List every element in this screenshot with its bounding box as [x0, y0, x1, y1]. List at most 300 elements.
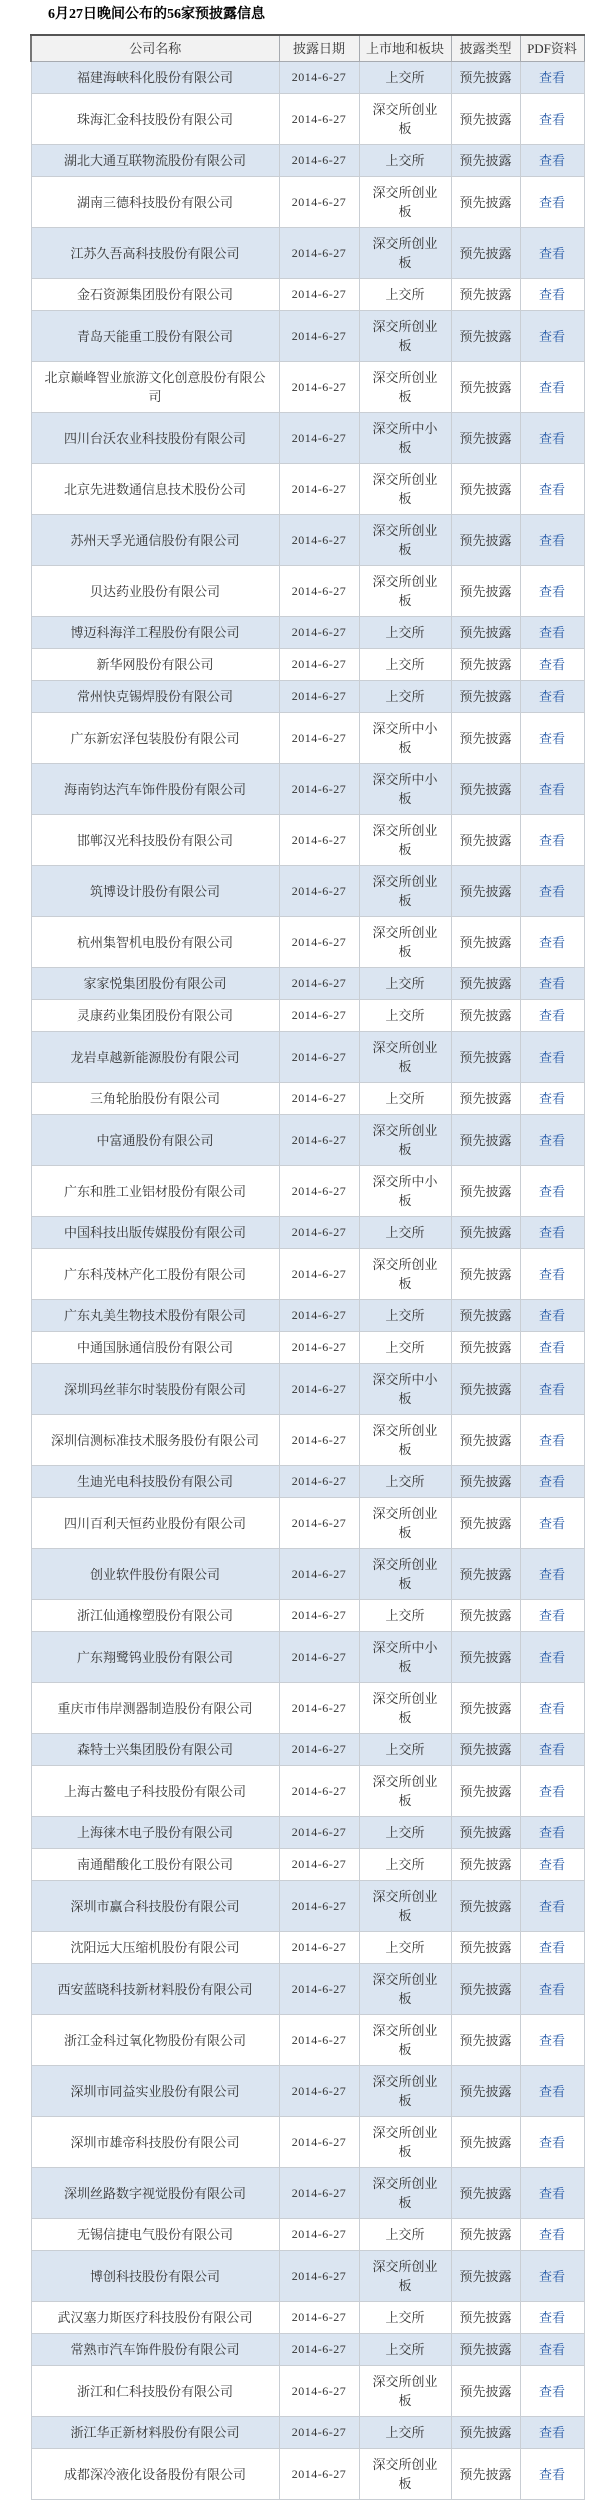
disclosure-type-cell: 预先披露: [451, 1032, 520, 1083]
disclosure-date-cell: 2014-6-27: [279, 2251, 359, 2302]
view-pdf-link[interactable]: 查看: [538, 379, 565, 395]
view-pdf-link[interactable]: 查看: [538, 832, 565, 848]
disclosure-date-cell: 2014-6-27: [279, 1466, 359, 1498]
view-pdf-link[interactable]: 查看: [538, 2383, 565, 2399]
disclosure-date-cell: 2014-6-27: [279, 62, 359, 94]
disclosure-date-cell: 2014-6-27: [279, 649, 359, 681]
view-pdf-link[interactable]: 查看: [538, 2425, 565, 2440]
pdf-cell: [520, 917, 584, 968]
view-pdf-link[interactable]: 查看: [538, 1649, 565, 1665]
company-name-cell: 龙岩卓越新能源股份有限公司: [31, 1032, 279, 1083]
view-pdf-link[interactable]: 查看: [538, 2134, 565, 2150]
disclosure-type-cell: 预先披露: [451, 866, 520, 917]
view-pdf-link[interactable]: 查看: [538, 1515, 565, 1531]
pdf-cell: [520, 1000, 584, 1032]
view-pdf-link[interactable]: 查看: [538, 287, 565, 302]
view-pdf-link[interactable]: 查看: [538, 1381, 565, 1397]
table-row: [31, 2117, 584, 2168]
view-pdf-link[interactable]: 查看: [538, 2032, 565, 2048]
view-pdf-link[interactable]: 查看: [538, 1132, 565, 1148]
view-pdf-link[interactable]: 查看: [538, 2310, 565, 2325]
disclosure-type-cell: 预先披露: [451, 1300, 520, 1332]
table-row: [31, 279, 584, 311]
disclosure-type-cell: 预先披露: [451, 815, 520, 866]
view-pdf-link[interactable]: 查看: [538, 194, 565, 210]
pdf-cell: [520, 1032, 584, 1083]
pdf-cell: [520, 1817, 584, 1849]
pdf-cell: [520, 1881, 584, 1932]
disclosure-type-cell: 预先披露: [451, 311, 520, 362]
disclosure-type-cell: 预先披露: [451, 2117, 520, 2168]
disclosure-date-cell: 2014-6-27: [279, 2366, 359, 2417]
company-name-cell: 中国科技出版传媒股份有限公司: [31, 1217, 279, 1249]
listing-board-cell: 深交所创业板: [359, 1881, 451, 1932]
view-pdf-link[interactable]: 查看: [538, 1308, 565, 1323]
company-name-cell: 邯郸汉光科技股份有限公司: [31, 815, 279, 866]
table-row: [31, 617, 584, 649]
view-pdf-link[interactable]: 查看: [538, 1608, 565, 1623]
company-name-cell: 深圳市同益实业股份有限公司: [31, 2066, 279, 2117]
company-name-cell: 苏州天孚光通信股份有限公司: [31, 515, 279, 566]
pdf-cell: [520, 866, 584, 917]
disclosure-type-cell: 预先披露: [451, 713, 520, 764]
disclosure-date-cell: 2014-6-27: [279, 1249, 359, 1300]
disclosure-type-cell: 预先披露: [451, 1332, 520, 1364]
disclosure-date-cell: 2014-6-27: [279, 94, 359, 145]
pdf-cell: [520, 1849, 584, 1881]
disclosure-date-cell: 2014-6-27: [279, 228, 359, 279]
listing-board-cell: 深交所创业板: [359, 1249, 451, 1300]
disclosure-date-cell: 2014-6-27: [279, 1766, 359, 1817]
table-row: [31, 1083, 584, 1115]
disclosure-type-cell: 预先披露: [451, 2251, 520, 2302]
company-name-cell: 广东翔鹭钨业股份有限公司: [31, 1632, 279, 1683]
disclosure-type-cell: 预先披露: [451, 1498, 520, 1549]
listing-board-cell: 深交所创业板: [359, 2015, 451, 2066]
pdf-cell: [520, 1217, 584, 1249]
listing-board-cell: 深交所创业板: [359, 1032, 451, 1083]
listing-board-cell: 深交所创业板: [359, 1683, 451, 1734]
listing-board-cell: 深交所创业板: [359, 515, 451, 566]
table-row: [31, 764, 584, 815]
pdf-cell: [520, 1766, 584, 1817]
pdf-cell: [520, 815, 584, 866]
view-pdf-link[interactable]: 查看: [538, 1940, 565, 1955]
view-pdf-link[interactable]: 查看: [538, 1266, 565, 1282]
company-name-cell: 浙江华正新材料股份有限公司: [31, 2417, 279, 2449]
table-row: [31, 1881, 584, 1932]
table-row: [31, 649, 584, 681]
view-pdf-link[interactable]: 查看: [538, 1183, 565, 1199]
disclosure-type-cell: 预先披露: [451, 2168, 520, 2219]
listing-board-cell: 上交所: [359, 1849, 451, 1881]
disclosure-type-cell: 预先披露: [451, 279, 520, 311]
view-pdf-link[interactable]: 查看: [538, 1225, 565, 1240]
company-name-cell: 南通醋酸化工股份有限公司: [31, 1849, 279, 1881]
view-pdf-link[interactable]: 查看: [538, 1340, 565, 1355]
table-row: [31, 1332, 584, 1364]
disclosure-date-cell: 2014-6-27: [279, 1932, 359, 1964]
view-pdf-link[interactable]: 查看: [538, 657, 565, 672]
disclosure-date-cell: 2014-6-27: [279, 1415, 359, 1466]
view-pdf-link[interactable]: 查看: [538, 1008, 565, 1023]
disclosure-date-cell: 2014-6-27: [279, 362, 359, 413]
table-row: [31, 1364, 584, 1415]
pdf-cell: [520, 62, 584, 94]
disclosure-type-cell: 预先披露: [451, 1766, 520, 1817]
pdf-cell: [520, 1166, 584, 1217]
table-row: [31, 1115, 584, 1166]
listing-board-cell: 上交所: [359, 2219, 451, 2251]
view-pdf-link[interactable]: 查看: [538, 1474, 565, 1489]
listing-board-cell: 深交所创业板: [359, 2066, 451, 2117]
disclosure-type-cell: 预先披露: [451, 968, 520, 1000]
company-name-cell: 重庆市伟岸测器制造股份有限公司: [31, 1683, 279, 1734]
disclosure-date-cell: 2014-6-27: [279, 1217, 359, 1249]
view-pdf-link[interactable]: 查看: [538, 111, 565, 127]
table-row: [31, 2417, 584, 2449]
table-row: [31, 2168, 584, 2219]
view-pdf-link[interactable]: 查看: [538, 976, 565, 991]
listing-board-cell: 深交所创业板: [359, 917, 451, 968]
disclosure-date-cell: 2014-6-27: [279, 713, 359, 764]
disclosure-type-cell: 预先披露: [451, 362, 520, 413]
disclosure-type-cell: 预先披露: [451, 1466, 520, 1498]
table-row: [31, 1415, 584, 1466]
table-row: [31, 2015, 584, 2066]
table-row: [31, 1300, 584, 1332]
company-name-cell: 湖南三德科技股份有限公司: [31, 177, 279, 228]
company-name-cell: 深圳市赢合科技股份有限公司: [31, 1881, 279, 1932]
column-header-pdf: PDF资料: [520, 35, 584, 62]
company-name-cell: 海南钧达汽车饰件股份有限公司: [31, 764, 279, 815]
disclosure-type-cell: 预先披露: [451, 1932, 520, 1964]
pdf-cell: [520, 177, 584, 228]
table-row: [31, 968, 584, 1000]
view-pdf-link[interactable]: 查看: [538, 781, 565, 797]
company-name-cell: 江苏久吾高科技股份有限公司: [31, 228, 279, 279]
view-pdf-link[interactable]: 查看: [538, 730, 565, 746]
listing-board-cell: 上交所: [359, 2417, 451, 2449]
table-row: [31, 2334, 584, 2366]
pdf-cell: [520, 362, 584, 413]
company-name-cell: 四川百利天恒药业股份有限公司: [31, 1498, 279, 1549]
disclosure-date-cell: 2014-6-27: [279, 279, 359, 311]
company-name-cell: 北京先进数通信息技术股份公司: [31, 464, 279, 515]
disclosure-type-cell: 预先披露: [451, 2302, 520, 2334]
disclosure-date-cell: 2014-6-27: [279, 2302, 359, 2334]
disclosure-date-cell: 2014-6-27: [279, 1881, 359, 1932]
listing-board-cell: 上交所: [359, 1083, 451, 1115]
pdf-cell: [520, 1115, 584, 1166]
pdf-cell: [520, 464, 584, 515]
view-pdf-link[interactable]: 查看: [538, 1898, 565, 1914]
company-name-cell: 四川台沃农业科技股份有限公司: [31, 413, 279, 464]
view-pdf-link[interactable]: 查看: [538, 2466, 565, 2482]
view-pdf-link[interactable]: 查看: [538, 430, 565, 446]
pdf-cell: [520, 1300, 584, 1332]
disclosure-date-cell: 2014-6-27: [279, 311, 359, 362]
pdf-cell: [520, 1600, 584, 1632]
disclosure-type-cell: 预先披露: [451, 464, 520, 515]
view-pdf-link[interactable]: 查看: [538, 2268, 565, 2284]
disclosure-type-cell: 预先披露: [451, 1683, 520, 1734]
company-name-cell: 深圳玛丝菲尔时装股份有限公司: [31, 1364, 279, 1415]
disclosure-type-cell: 预先披露: [451, 681, 520, 713]
view-pdf-link[interactable]: 查看: [538, 245, 565, 261]
disclosure-date-cell: 2014-6-27: [279, 2015, 359, 2066]
listing-board-cell: 深交所创业板: [359, 1115, 451, 1166]
disclosure-type-cell: 预先披露: [451, 2334, 520, 2366]
table-row: [31, 2251, 584, 2302]
company-name-cell: 常熟市汽车饰件股份有限公司: [31, 2334, 279, 2366]
table-row: [31, 1964, 584, 2015]
header-row: [31, 35, 584, 62]
table-row: [31, 1498, 584, 1549]
company-name-cell: 中通国脉通信股份有限公司: [31, 1332, 279, 1364]
listing-board-cell: 深交所中小板: [359, 713, 451, 764]
pdf-cell: [520, 413, 584, 464]
column-header-company: 公司名称: [31, 35, 279, 62]
listing-board-cell: 上交所: [359, 1734, 451, 1766]
pdf-cell: [520, 94, 584, 145]
listing-board-cell: 深交所创业板: [359, 2366, 451, 2417]
disclosure-type-cell: 预先披露: [451, 1881, 520, 1932]
company-name-cell: 深圳市雄帝科技股份有限公司: [31, 2117, 279, 2168]
table-row: [31, 917, 584, 968]
disclosure-date-cell: 2014-6-27: [279, 617, 359, 649]
company-name-cell: 湖北大通互联物流股份有限公司: [31, 145, 279, 177]
table-row: [31, 1817, 584, 1849]
company-name-cell: 筑博设计股份有限公司: [31, 866, 279, 917]
company-name-cell: 广东和胜工业铝材股份有限公司: [31, 1166, 279, 1217]
disclosure-date-cell: 2014-6-27: [279, 1083, 359, 1115]
table-row: [31, 228, 584, 279]
table-body: [31, 62, 584, 2500]
view-pdf-link[interactable]: 查看: [538, 328, 565, 344]
disclosure-date-cell: 2014-6-27: [279, 145, 359, 177]
company-name-cell: 广东新宏泽包装股份有限公司: [31, 713, 279, 764]
view-pdf-link[interactable]: 查看: [538, 2083, 565, 2099]
table-row: [31, 1549, 584, 1600]
column-header-board: 上市地和板块: [359, 35, 451, 62]
column-header-type: 披露类型: [451, 35, 520, 62]
table-row: [31, 362, 584, 413]
pdf-cell: [520, 1964, 584, 2015]
pdf-cell: [520, 2449, 584, 2500]
company-name-cell: 武汉塞力斯医疗科技股份有限公司: [31, 2302, 279, 2334]
table-row: [31, 1683, 584, 1734]
listing-board-cell: 深交所中小板: [359, 764, 451, 815]
pdf-cell: [520, 228, 584, 279]
view-pdf-link[interactable]: 查看: [538, 883, 565, 899]
pdf-cell: [520, 1632, 584, 1683]
pdf-cell: [520, 2219, 584, 2251]
company-name-cell: 家家悦集团股份有限公司: [31, 968, 279, 1000]
view-pdf-link[interactable]: 查看: [538, 2227, 565, 2242]
view-pdf-link[interactable]: 查看: [538, 1566, 565, 1582]
company-name-cell: 森特士兴集团股份有限公司: [31, 1734, 279, 1766]
table-row: [31, 815, 584, 866]
disclosure-type-cell: 预先披露: [451, 145, 520, 177]
view-pdf-link[interactable]: 查看: [538, 934, 565, 950]
listing-board-cell: 深交所创业板: [359, 566, 451, 617]
disclosure-type-cell: 预先披露: [451, 2366, 520, 2417]
listing-board-cell: 深交所中小板: [359, 1632, 451, 1683]
listing-board-cell: 上交所: [359, 649, 451, 681]
table-row: [31, 1249, 584, 1300]
listing-board-cell: 深交所中小板: [359, 413, 451, 464]
company-name-cell: 生迪光电科技股份有限公司: [31, 1466, 279, 1498]
table-row: [31, 1849, 584, 1881]
table-row: [31, 311, 584, 362]
table-row: [31, 145, 584, 177]
view-pdf-link[interactable]: 查看: [538, 1783, 565, 1799]
disclosure-type-cell: 预先披露: [451, 2066, 520, 2117]
disclosure-date-cell: 2014-6-27: [279, 1849, 359, 1881]
disclosure-type-cell: 预先披露: [451, 2219, 520, 2251]
pdf-cell: [520, 1332, 584, 1364]
listing-board-cell: 深交所创业板: [359, 866, 451, 917]
company-name-cell: 博迈科海洋工程股份有限公司: [31, 617, 279, 649]
pdf-cell: [520, 649, 584, 681]
disclosure-date-cell: 2014-6-27: [279, 1332, 359, 1364]
table-row: [31, 866, 584, 917]
listing-board-cell: 上交所: [359, 1600, 451, 1632]
listing-board-cell: 深交所中小板: [359, 1364, 451, 1415]
view-pdf-link[interactable]: 查看: [538, 532, 565, 548]
table-row: [31, 2066, 584, 2117]
pdf-cell: [520, 2168, 584, 2219]
table-row: [31, 566, 584, 617]
listing-board-cell: 深交所创业板: [359, 1964, 451, 2015]
company-name-cell: 青岛天能重工股份有限公司: [31, 311, 279, 362]
disclosure-date-cell: 2014-6-27: [279, 1000, 359, 1032]
disclosure-date-cell: 2014-6-27: [279, 2334, 359, 2366]
disclosure-date-cell: 2014-6-27: [279, 1600, 359, 1632]
table-row: [31, 94, 584, 145]
view-pdf-link[interactable]: 查看: [538, 2185, 565, 2201]
pdf-cell: [520, 713, 584, 764]
column-header-date: 披露日期: [279, 35, 359, 62]
company-name-cell: 深圳信测标准技术服务股份有限公司: [31, 1415, 279, 1466]
pdf-cell: [520, 1734, 584, 1766]
table-row: [31, 413, 584, 464]
company-name-cell: 珠海汇金科技股份有限公司: [31, 94, 279, 145]
disclosure-date-cell: 2014-6-27: [279, 2117, 359, 2168]
disclosure-type-cell: 预先披露: [451, 764, 520, 815]
disclosure-date-cell: 2014-6-27: [279, 764, 359, 815]
listing-board-cell: 深交所创业板: [359, 311, 451, 362]
company-name-cell: 无锡信捷电气股份有限公司: [31, 2219, 279, 2251]
view-pdf-link[interactable]: 查看: [538, 689, 565, 704]
view-pdf-link[interactable]: 查看: [538, 1700, 565, 1716]
disclosure-type-cell: 预先披露: [451, 1166, 520, 1217]
disclosure-date-cell: 2014-6-27: [279, 866, 359, 917]
view-pdf-link[interactable]: 查看: [538, 1742, 565, 1757]
listing-board-cell: 深交所中小板: [359, 1166, 451, 1217]
disclosure-date-cell: 2014-6-27: [279, 515, 359, 566]
table-row: [31, 2302, 584, 2334]
listing-board-cell: 深交所创业板: [359, 177, 451, 228]
disclosure-date-cell: 2014-6-27: [279, 413, 359, 464]
view-pdf-link[interactable]: 查看: [538, 70, 565, 85]
pdf-cell: [520, 1466, 584, 1498]
disclosure-type-cell: 预先披露: [451, 413, 520, 464]
listing-board-cell: 上交所: [359, 62, 451, 94]
view-pdf-link[interactable]: 查看: [538, 625, 565, 640]
table-row: [31, 1766, 584, 1817]
view-pdf-link[interactable]: 查看: [538, 1857, 565, 1872]
view-pdf-link[interactable]: 查看: [538, 1432, 565, 1448]
listing-board-cell: 上交所: [359, 617, 451, 649]
listing-board-cell: 深交所创业板: [359, 1415, 451, 1466]
pdf-cell: [520, 2302, 584, 2334]
pdf-cell: [520, 2117, 584, 2168]
company-name-cell: 浙江仙通橡塑股份有限公司: [31, 1600, 279, 1632]
disclosure-type-cell: 预先披露: [451, 1734, 520, 1766]
company-name-cell: 中富通股份有限公司: [31, 1115, 279, 1166]
view-pdf-link[interactable]: 查看: [538, 2342, 565, 2357]
disclosure-type-cell: 预先披露: [451, 1632, 520, 1683]
listing-board-cell: 深交所创业板: [359, 1498, 451, 1549]
disclosure-type-cell: 预先披露: [451, 228, 520, 279]
view-pdf-link[interactable]: 查看: [538, 481, 565, 497]
disclosure-type-cell: 预先披露: [451, 1964, 520, 2015]
listing-board-cell: 深交所创业板: [359, 228, 451, 279]
table-row: [31, 2449, 584, 2500]
pdf-cell: [520, 2334, 584, 2366]
pdf-cell: [520, 2417, 584, 2449]
listing-board-cell: 深交所创业板: [359, 2117, 451, 2168]
disclosure-type-cell: 预先披露: [451, 1115, 520, 1166]
view-pdf-link[interactable]: 查看: [538, 1091, 565, 1106]
pdf-cell: [520, 145, 584, 177]
listing-board-cell: 上交所: [359, 2302, 451, 2334]
disclosure-type-cell: 预先披露: [451, 1849, 520, 1881]
disclosure-date-cell: 2014-6-27: [279, 1300, 359, 1332]
table-row: [31, 464, 584, 515]
table-row: [31, 515, 584, 566]
table-row: [31, 1032, 584, 1083]
disclosure-date-cell: 2014-6-27: [279, 1964, 359, 2015]
view-pdf-link[interactable]: 查看: [538, 1825, 565, 1840]
disclosure-date-cell: 2014-6-27: [279, 2219, 359, 2251]
disclosure-type-cell: 预先披露: [451, 1817, 520, 1849]
view-pdf-link[interactable]: 查看: [538, 1049, 565, 1065]
company-name-cell: 广东科茂林产化工股份有限公司: [31, 1249, 279, 1300]
pdf-cell: [520, 311, 584, 362]
view-pdf-link[interactable]: 查看: [538, 583, 565, 599]
disclosure-type-cell: 预先披露: [451, 177, 520, 228]
disclosure-type-cell: 预先披露: [451, 2417, 520, 2449]
company-name-cell: 贝达药业股份有限公司: [31, 566, 279, 617]
listing-board-cell: 深交所创业板: [359, 1766, 451, 1817]
view-pdf-link[interactable]: 查看: [538, 1981, 565, 1997]
company-name-cell: 三角轮胎股份有限公司: [31, 1083, 279, 1115]
company-name-cell: 广东丸美生物技术股份有限公司: [31, 1300, 279, 1332]
disclosure-type-cell: 预先披露: [451, 515, 520, 566]
disclosure-date-cell: 2014-6-27: [279, 2417, 359, 2449]
table-row: [31, 2366, 584, 2417]
view-pdf-link[interactable]: 查看: [538, 153, 565, 168]
table-row: [31, 177, 584, 228]
table-row: [31, 1632, 584, 1683]
pdf-cell: [520, 2066, 584, 2117]
disclosure-date-cell: 2014-6-27: [279, 681, 359, 713]
table-row: [31, 713, 584, 764]
company-name-cell: 浙江金科过氧化物股份有限公司: [31, 2015, 279, 2066]
